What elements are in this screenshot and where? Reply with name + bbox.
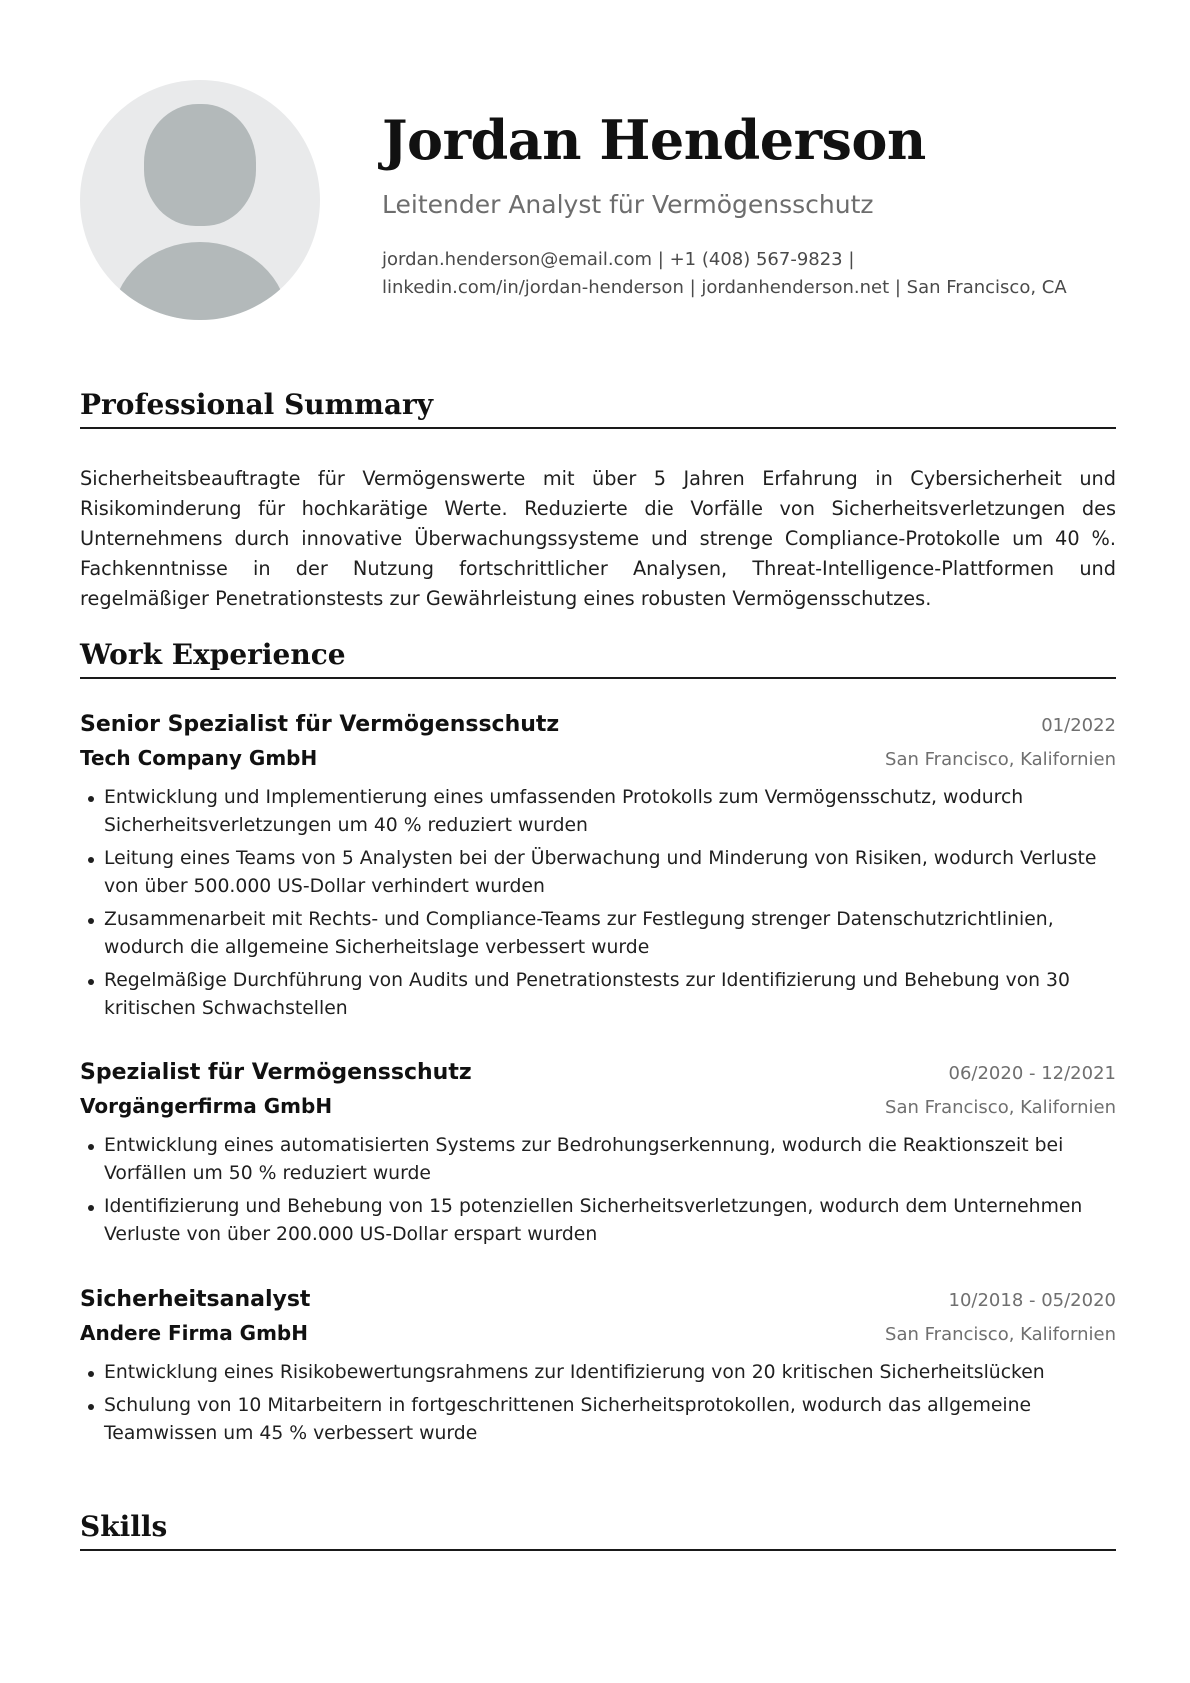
list-item: Regelmäßige Durchführung von Audits und Penetrationstests zur Identifizierung und Behebung von 30 kritischen Schwachstellen bbox=[80, 967, 1116, 1023]
list-item: Identifizierung und Behebung von 15 potenziellen Sicherheitsverletzungen, wodurch dem Unternehmen Verluste von über 200.000 US-Dollar erspart wurden bbox=[80, 1193, 1116, 1249]
summary-text: Sicherheitsbeauftragte für Vermögenswerte mit über 5 Jahren Erfahrung in Cybersicherheit und Risikominderung für hochkarätige Werte. Reduzierte die Vorfälle von Sicherheitsverletzungen des Unternehmens durch innovative Überwachungssysteme und strenge Compliance-Protokolle um 40 %. Fachkenntnisse in der Nutzung fortschrittlicher Analysen, Threat-Intelligence-Plattformen und regelmäßiger Penetrationstests zur Gewährleistung eines robusten Vermögensschutzes. bbox=[80, 467, 1116, 610]
contact-line-2: linkedin.com/in/jordan-henderson | jordanhenderson.net | San Francisco, CA bbox=[382, 277, 1067, 298]
section-title-summary: Professional Summary bbox=[80, 388, 1116, 429]
job-date: 06/2020 - 12/2021 bbox=[948, 1063, 1116, 1084]
list-item: Entwicklung und Implementierung eines umfassenden Protokolls zum Vermögensschutz, wodurch Sicherheitsverletzungen um 40 % reduziert wurden bbox=[80, 784, 1116, 840]
job-title: Spezialist für Vermögensschutz bbox=[80, 1060, 472, 1085]
user-placeholder-icon bbox=[80, 80, 320, 320]
list-item: Zusammenarbeit mit Rechts- und Compliance-Teams zur Festlegung strenger Datenschutzrichtlinien, wodurch die allgemeine Sicherheitslage verbessert wurde bbox=[80, 906, 1116, 962]
job-location: San Francisco, Kalifornien bbox=[885, 749, 1116, 770]
job-location: San Francisco, Kalifornien bbox=[885, 1324, 1116, 1345]
contact-info bbox=[382, 246, 1067, 302]
list-item: Entwicklung eines Risikobewertungsrahmens zur Identifizierung von 20 kritischen Sicherheitslücken bbox=[80, 1359, 1116, 1387]
candidate-title: Leitender Analyst für Vermögensschutz bbox=[382, 190, 874, 219]
job-title: Senior Spezialist für Vermögensschutz bbox=[80, 712, 560, 737]
job-title: Sicherheitsanalyst bbox=[80, 1287, 311, 1312]
job-bullets bbox=[80, 784, 1116, 1023]
job-date: 01/2022 bbox=[1041, 715, 1116, 736]
job-bullets bbox=[80, 1359, 1116, 1448]
job-date: 10/2018 - 05/2020 bbox=[948, 1290, 1116, 1311]
job-bullets bbox=[80, 1132, 1116, 1249]
avatar-head bbox=[144, 104, 256, 226]
job-company: Andere Firma GmbH bbox=[80, 1321, 308, 1345]
candidate-name: Jordan Henderson bbox=[382, 108, 926, 172]
section-title-experience: Work Experience bbox=[80, 638, 1116, 679]
contact-line-1: jordan.henderson@email.com | +1 (408) 567-9823 | bbox=[382, 249, 855, 270]
job-entry bbox=[80, 1060, 1116, 1254]
avatar-body bbox=[112, 242, 288, 320]
job-location: San Francisco, Kalifornien bbox=[885, 1097, 1116, 1118]
list-item: Entwicklung eines automatisierten Systems zur Bedrohungserkennung, wodurch die Reaktionszeit bei Vorfällen um 50 % reduziert wurde bbox=[80, 1132, 1116, 1188]
list-item: Schulung von 10 Mitarbeitern in fortgeschrittenen Sicherheitsprotokollen, wodurch das allgemeine Teamwissen um 45 % verbessert wurde bbox=[80, 1392, 1116, 1448]
job-company: Tech Company GmbH bbox=[80, 746, 318, 770]
job-entry bbox=[80, 712, 1116, 1028]
list-item: Leitung eines Teams von 5 Analysten bei der Überwachung und Minderung von Risiken, wodurch Verluste von über 500.000 US-Dollar verhindert wurden bbox=[80, 845, 1116, 901]
section-title-skills: Skills bbox=[80, 1510, 1116, 1551]
job-entry bbox=[80, 1287, 1116, 1453]
job-company: Vorgängerfirma GmbH bbox=[80, 1094, 333, 1118]
